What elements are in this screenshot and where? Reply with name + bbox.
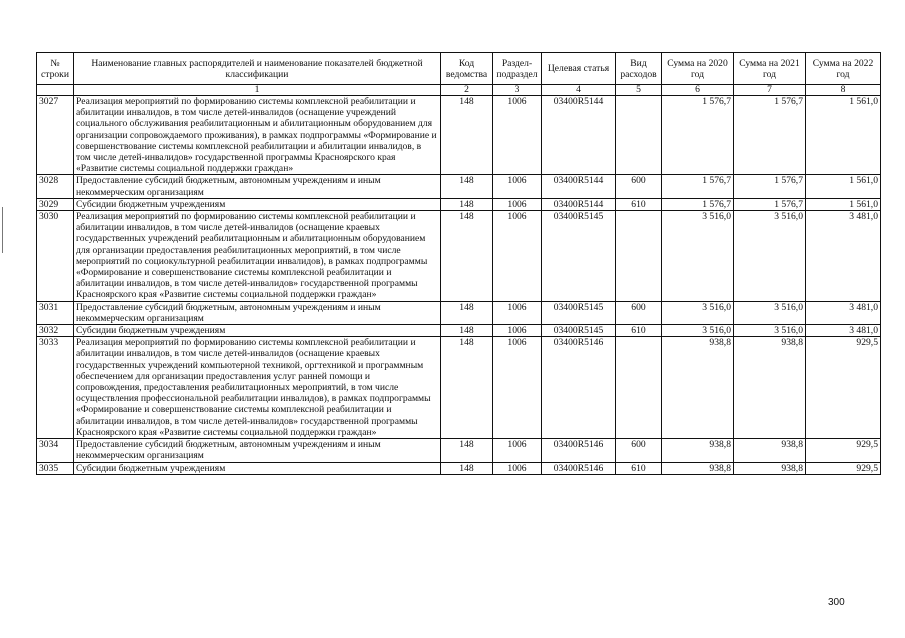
row-department-code: 148 xyxy=(441,198,493,210)
row-department-code: 148 xyxy=(441,96,493,175)
column-number-row xyxy=(37,85,881,96)
row-sum-2022: 3 481,0 xyxy=(806,211,881,302)
scan-margin-mark xyxy=(2,207,3,253)
row-number: 3031 xyxy=(37,301,74,324)
header-sum-2022: Сумма на 2022 год xyxy=(806,53,881,85)
header-row-number: № строки xyxy=(37,53,74,85)
row-sum-2021: 938,8 xyxy=(734,439,806,462)
header-sum-2020: Сумма на 2020 год xyxy=(662,53,734,85)
row-name: Предоставление субсидий бюджетным, автономным учреждениям и иным некоммерческим организациям xyxy=(74,175,441,198)
row-target-article: 03400R5144 xyxy=(542,96,616,175)
row-section: 1006 xyxy=(493,96,542,175)
table-row xyxy=(37,211,881,302)
row-sum-2020: 938,8 xyxy=(662,439,734,462)
row-name: Субсидии бюджетным учреждениям xyxy=(74,198,441,210)
row-expense-type xyxy=(616,96,662,175)
row-department-code: 148 xyxy=(441,301,493,324)
row-sum-2020: 3 516,0 xyxy=(662,301,734,324)
row-department-code: 148 xyxy=(441,211,493,302)
row-number: 3028 xyxy=(37,175,74,198)
header-name: Наименование главных распорядителей и наименование показателей бюджетной классификации xyxy=(74,53,441,85)
row-sum-2020: 938,8 xyxy=(662,462,734,474)
column-number: 2 xyxy=(441,85,493,96)
row-sum-2020: 3 516,0 xyxy=(662,325,734,337)
row-sum-2020: 938,8 xyxy=(662,337,734,439)
row-expense-type xyxy=(616,211,662,302)
row-target-article: 03400R5146 xyxy=(542,439,616,462)
row-department-code: 148 xyxy=(441,337,493,439)
row-section: 1006 xyxy=(493,337,542,439)
row-section: 1006 xyxy=(493,301,542,324)
row-department-code: 148 xyxy=(441,462,493,474)
row-target-article: 03400R5145 xyxy=(542,325,616,337)
row-sum-2022: 929,5 xyxy=(806,462,881,474)
row-sum-2021: 938,8 xyxy=(734,462,806,474)
row-number: 3033 xyxy=(37,337,74,439)
row-name: Предоставление субсидий бюджетным, автономным учреждениям и иным некоммерческим организациям xyxy=(74,301,441,324)
row-number: 3030 xyxy=(37,211,74,302)
row-target-article: 03400R5146 xyxy=(542,337,616,439)
row-sum-2022: 929,5 xyxy=(806,439,881,462)
column-number: 3 xyxy=(493,85,542,96)
row-section: 1006 xyxy=(493,175,542,198)
row-name: Реализация мероприятий по формированию системы комплексной реабилитации и абилитации инвалидов, в том числе детей-инвалидов (оснащение краевых государственных учреждений реабилитационным и абилитационным оборудованием для организации предоставления реабилитационных мероприятий, в том числе мероприятий по социокультурной реабилитации инвалидов), в рамках подпрограммы «Формирование и совершенствование системы комплексной реабилитации и абилитации инвалидов, в том числе детей-инвалидов» государственной программы Красноярского края «Развитие системы социальной поддержки граждан» xyxy=(74,211,441,302)
row-section: 1006 xyxy=(493,211,542,302)
row-sum-2021: 3 516,0 xyxy=(734,211,806,302)
header-sum-2021: Сумма на 2021 год xyxy=(734,53,806,85)
header-section: Раздел-подраздел xyxy=(493,53,542,85)
row-sum-2022: 1 561,0 xyxy=(806,175,881,198)
row-sum-2020: 3 516,0 xyxy=(662,211,734,302)
header-expense-type: Вид расходов xyxy=(616,53,662,85)
row-target-article: 03400R5146 xyxy=(542,462,616,474)
row-expense-type: 600 xyxy=(616,439,662,462)
table-row xyxy=(37,198,881,210)
column-number: 5 xyxy=(616,85,662,96)
header-department-code: Код ведомства xyxy=(441,53,493,85)
row-sum-2022: 1 561,0 xyxy=(806,198,881,210)
row-name: Реализация мероприятий по формированию системы комплексной реабилитации и абилитации инвалидов, в том числе детей-инвалидов (оснащение учреждений социального обслуживания реабилитационным и абилитационным оборудованием для организации сопровождаемого проживания), в рамках подпрограммы «Формирование и совершенствование системы комплексной реабилитации и абилитации инвалидов, в том числе детей-инвалидов» государственной программы Красноярского края «Развитие системы социальной поддержки граждан» xyxy=(74,96,441,175)
row-name: Субсидии бюджетным учреждениям xyxy=(74,462,441,474)
row-target-article: 03400R5144 xyxy=(542,175,616,198)
row-sum-2020: 1 576,7 xyxy=(662,96,734,175)
column-number: 4 xyxy=(542,85,616,96)
column-number: 6 xyxy=(662,85,734,96)
table-body xyxy=(37,96,881,475)
row-expense-type: 610 xyxy=(616,462,662,474)
row-number: 3027 xyxy=(37,96,74,175)
row-target-article: 03400R5145 xyxy=(542,211,616,302)
row-section: 1006 xyxy=(493,325,542,337)
row-number: 3032 xyxy=(37,325,74,337)
row-sum-2021: 3 516,0 xyxy=(734,325,806,337)
column-number: 8 xyxy=(806,85,881,96)
row-sum-2022: 3 481,0 xyxy=(806,301,881,324)
table-row xyxy=(37,337,881,439)
row-name: Предоставление субсидий бюджетным, автономным учреждениям и иным некоммерческим организациям xyxy=(74,439,441,462)
row-number: 3034 xyxy=(37,439,74,462)
row-sum-2021: 1 576,7 xyxy=(734,96,806,175)
table-row xyxy=(37,325,881,337)
row-expense-type: 610 xyxy=(616,198,662,210)
header-target-article: Целевая статья xyxy=(542,53,616,85)
row-name: Субсидии бюджетным учреждениям xyxy=(74,325,441,337)
row-sum-2021: 3 516,0 xyxy=(734,301,806,324)
column-number: 7 xyxy=(734,85,806,96)
column-number: 1 xyxy=(74,85,441,96)
row-sum-2021: 1 576,7 xyxy=(734,175,806,198)
row-target-article: 03400R5145 xyxy=(542,301,616,324)
table-row xyxy=(37,439,881,462)
table-row xyxy=(37,301,881,324)
row-sum-2022: 929,5 xyxy=(806,337,881,439)
row-department-code: 148 xyxy=(441,175,493,198)
row-section: 1006 xyxy=(493,462,542,474)
row-name: Реализация мероприятий по формированию системы комплексной реабилитации и абилитации инвалидов, в том числе детей-инвалидов (оснащение краевых государственных учреждений компьютерной техникой, оргтехникой и программным обеспечением для организации предоставления услуг ранней помощи и сопровождения, предоставления реабилитационных мероприятий, в том числе осуществления профессиональной реабилитации инвалидов), в рамках подпрограммы «Формирование и совершенствование системы комплексной реабилитации и абилитации инвалидов, в том числе детей-инвалидов» государственной программы Красноярского края «Развитие системы социальной поддержки граждан» xyxy=(74,337,441,439)
table-row xyxy=(37,175,881,198)
row-sum-2022: 1 561,0 xyxy=(806,96,881,175)
row-sum-2021: 1 576,7 xyxy=(734,198,806,210)
row-number: 3029 xyxy=(37,198,74,210)
row-expense-type xyxy=(616,337,662,439)
budget-table xyxy=(36,52,881,475)
page-number: 300 xyxy=(828,597,845,608)
row-sum-2021: 938,8 xyxy=(734,337,806,439)
row-section: 1006 xyxy=(493,439,542,462)
column-number xyxy=(37,85,74,96)
header-row xyxy=(37,53,881,85)
row-section: 1006 xyxy=(493,198,542,210)
row-department-code: 148 xyxy=(441,439,493,462)
row-department-code: 148 xyxy=(441,325,493,337)
row-target-article: 03400R5144 xyxy=(542,198,616,210)
row-number: 3035 xyxy=(37,462,74,474)
row-sum-2020: 1 576,7 xyxy=(662,175,734,198)
row-sum-2022: 3 481,0 xyxy=(806,325,881,337)
row-expense-type: 600 xyxy=(616,301,662,324)
row-sum-2020: 1 576,7 xyxy=(662,198,734,210)
table-row xyxy=(37,96,881,175)
row-expense-type: 610 xyxy=(616,325,662,337)
table-row xyxy=(37,462,881,474)
row-expense-type: 600 xyxy=(616,175,662,198)
